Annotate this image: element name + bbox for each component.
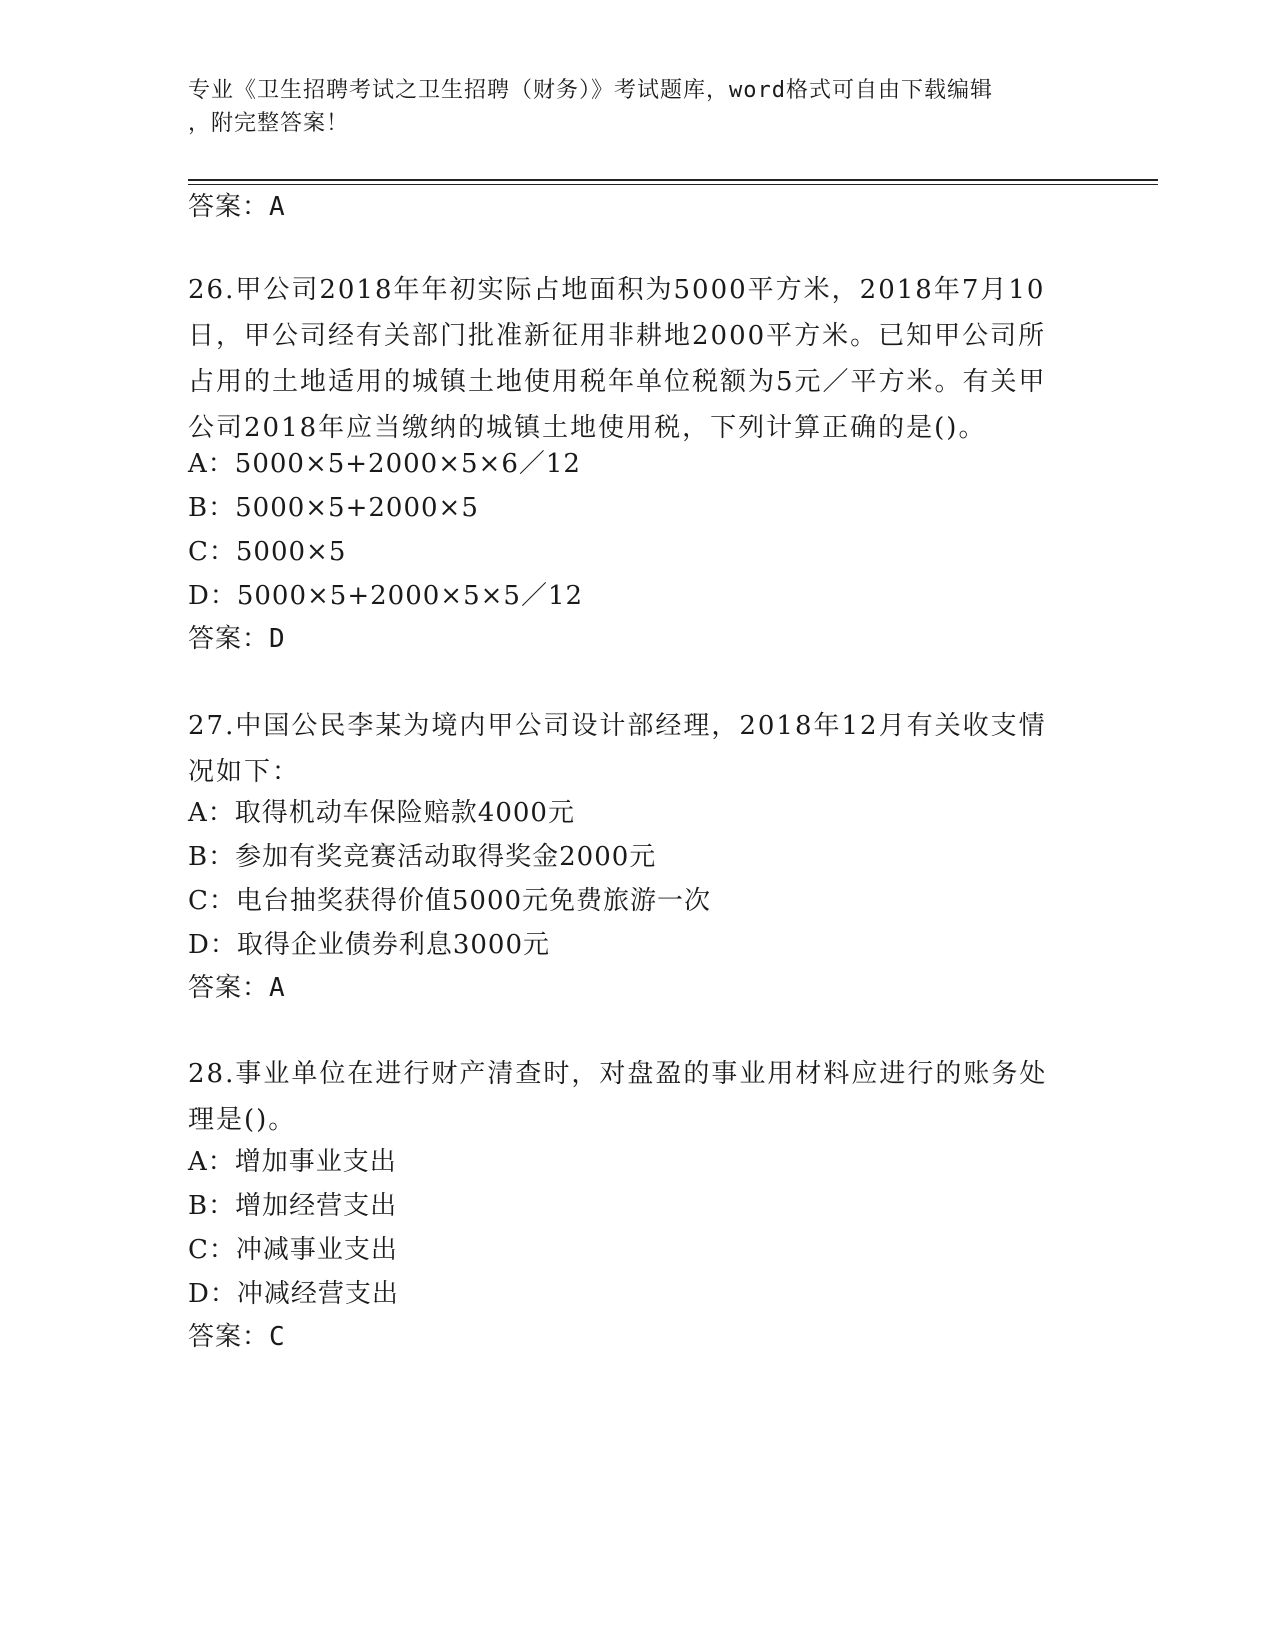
question-28-answer: 答案：C bbox=[188, 1322, 286, 1352]
question-28-option-a: A：增加事业支出 bbox=[188, 1147, 397, 1177]
header-line-1: 专业《卫生招聘考试之卫生招聘（财务）》考试题库，word格式可自由下载编辑 bbox=[188, 78, 993, 103]
question-28-option-d: D：冲减经营支出 bbox=[188, 1279, 399, 1309]
document-header bbox=[188, 74, 1068, 140]
question-26-answer: 答案：D bbox=[188, 624, 286, 654]
question-27-option-c: C：电台抽奖获得价值5000元免费旅游一次 bbox=[188, 886, 712, 916]
question-27-text: 27.中国公民李某为境内甲公司设计部经理，2018年12月有关收支情况如下： bbox=[188, 711, 1047, 787]
question-27-option-a: A：取得机动车保险赔款4000元 bbox=[188, 798, 575, 828]
question-27-option-b: B：参加有奖竞赛活动取得奖金2000元 bbox=[188, 842, 657, 872]
header-line-2: ，附完整答案！ bbox=[188, 111, 350, 136]
question-27-answer: 答案：A bbox=[188, 973, 286, 1003]
answer-previous: 答案：A bbox=[188, 192, 286, 222]
header-rule-thick bbox=[188, 179, 1158, 181]
question-26-option-a: A：5000×5+2000×5×6／12 bbox=[188, 449, 581, 479]
question-26-text: 26.甲公司2018年年初实际占地面积为5000平方米，2018年7月10日，甲公司经有关部门批准新征用非耕地2000平方米。已知甲公司所占用的土地适用的城镇土地使用税年单位税额为5元／平方米。有关甲公司2018年应当缴纳的城镇土地使用税，下列计算正确的是()。 bbox=[188, 275, 1047, 443]
question-28-text: 28.事业单位在进行财产清查时，对盘盈的事业用材料应进行的账务处理是()。 bbox=[188, 1059, 1048, 1135]
question-27-option-d: D：取得企业债券利息3000元 bbox=[188, 930, 551, 960]
question-26-option-b: B：5000×5+2000×5 bbox=[188, 493, 479, 523]
question-28-option-c: C：冲减事业支出 bbox=[188, 1235, 398, 1265]
question-26-option-c: C：5000×5 bbox=[188, 537, 347, 567]
question-28-option-b: B：增加经营支出 bbox=[188, 1191, 398, 1221]
header-rule-thin bbox=[188, 184, 1158, 185]
question-26-option-d: D：5000×5+2000×5×5／12 bbox=[188, 581, 584, 611]
